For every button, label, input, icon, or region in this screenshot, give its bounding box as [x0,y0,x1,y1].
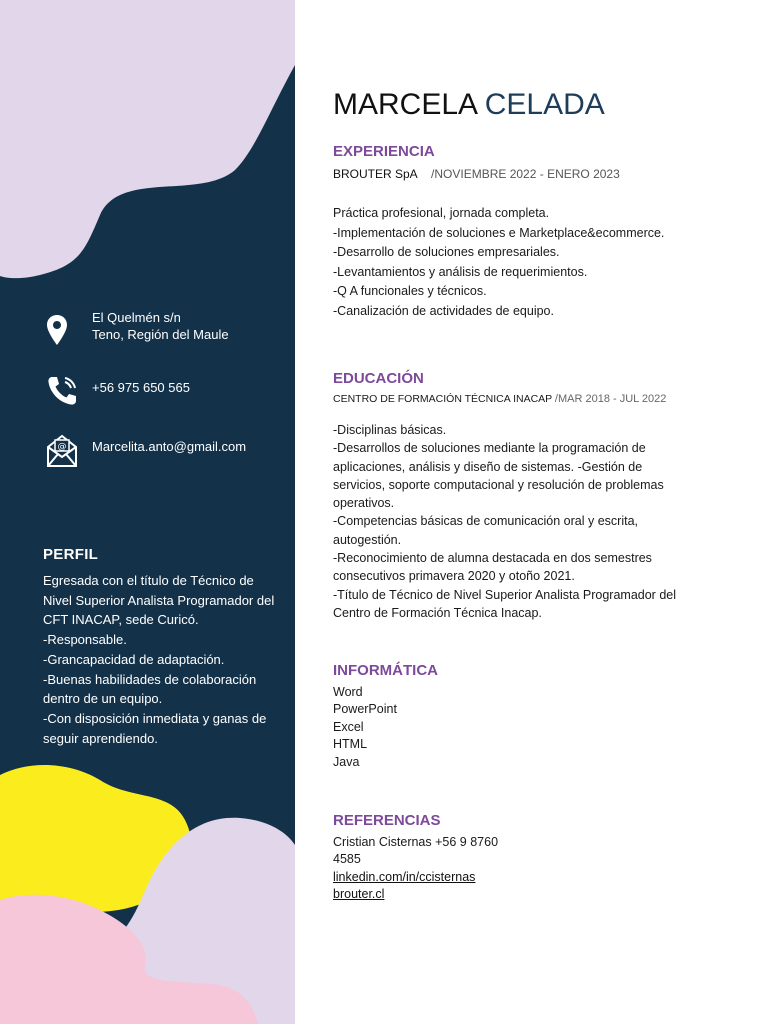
educacion-header [333,393,666,405]
list-item: Excel [333,719,364,734]
decorative-blobs [0,0,295,1024]
educacion-line: servicios, soporte computacional y resolución de problemas [333,477,664,492]
educacion-line: -Título de Técnico de Nivel Superior Analista Programador del [333,587,676,602]
address-line-1: El Quelmén s/n [92,310,181,325]
svg-text:@: @ [57,442,67,452]
first-name: MARCELA [333,88,477,121]
perfil-line: Nivel Superior Analista Programador del [43,592,275,608]
perfil-line: Egresada con el título de Técnico de [43,573,254,588]
website-link[interactable]: brouter.cl [333,887,385,902]
perfil-title: PERFIL [43,546,99,563]
experiencia-period: /NOVIEMBRE 2022 - ENERO 2023 [431,167,620,181]
address-line-2: Teno, Región del Maule [92,327,229,342]
experiencia-line: -Levantamientos y análisis de requerimientos. [333,264,588,279]
reference-line: 4585 [333,852,361,867]
linkedin-link[interactable]: linkedin.com/in/ccisternas [333,869,476,884]
educacion-line: -Desarrollos de soluciones mediante la programación de [333,441,646,456]
experiencia-details [333,204,664,321]
experiencia-line: -Desarrollo de soluciones empresariales. [333,245,560,259]
last-name: CELADA [484,88,605,121]
perfil-line: -Responsable. [43,632,127,648]
experiencia-header [333,165,620,183]
experiencia-title: EXPERIENCIA [333,143,435,160]
perfil-line: dentro de un equipo. [43,691,163,707]
perfil-line: -Con disposición inmediata y ganas de [43,710,267,726]
experiencia-line: -Q A funcionales y técnicos. [333,284,487,298]
company-name: BROUTER SpA [333,167,418,181]
educacion-line: -Competencias básicas de comunicación oral y escrita, [333,514,638,529]
list-item: Word [333,685,363,699]
educacion-line: -Disciplinas básicas. [333,423,447,437]
educacion-line: Centro de Formación Técnica Inacap. [333,605,542,620]
experiencia-line: -Canalización de actividades de equipo. [333,303,554,318]
phone-icon [46,375,78,411]
list-item: HTML [333,737,368,752]
referencias-title: REFERENCIAS [333,812,441,829]
experiencia-line: -Implementación de soluciones e Marketplace&ecommerce. [333,225,665,240]
perfil-line: -Grancapacidad de adaptación. [43,651,225,667]
phone-text: +56 975 650 565 [92,380,190,395]
perfil-line: -Buenas habilidades de colaboración [43,671,257,687]
reference-line: Cristian Cisternas +56 9 8760 [333,835,499,849]
informatica-list [333,684,397,771]
educacion-line: consecutivos primavera 2020 y otoño 2021. [333,569,575,584]
email-icon [46,434,78,472]
email-text: Marcelita.anto@gmail.com [92,439,247,454]
educacion-title: EDUCACIÓN [333,370,424,387]
educacion-line: -Reconocimiento de alumna destacada en dos semestres [333,551,652,566]
list-item: PowerPoint [333,702,397,717]
list-item: Java [333,754,360,769]
top-lavender-blob [0,0,295,278]
sidebar [0,0,295,1024]
educacion-period: /MAR 2018 - JUL 2022 [554,393,667,405]
educacion-line: operativos. [333,496,395,511]
location-pin-icon [46,315,68,349]
educacion-line: autogestión. [333,532,402,547]
perfil-section [43,546,283,748]
informatica-title: INFORMÁTICA [333,662,438,679]
experiencia-line: Práctica profesional, jornada completa. [333,206,550,220]
referencias-list [333,834,498,904]
educacion-details [333,421,676,622]
page-title [333,88,605,122]
perfil-line: seguir aprendiendo. [43,730,158,746]
perfil-line: CFT INACAP, sede Curicó. [43,612,199,628]
educacion-line: aplicaciones, análisis y diseño de sistemas. -Gestión de [333,459,643,474]
institution-name: CENTRO DE FORMACIÓN TÉCNICA INACAP [333,393,552,405]
